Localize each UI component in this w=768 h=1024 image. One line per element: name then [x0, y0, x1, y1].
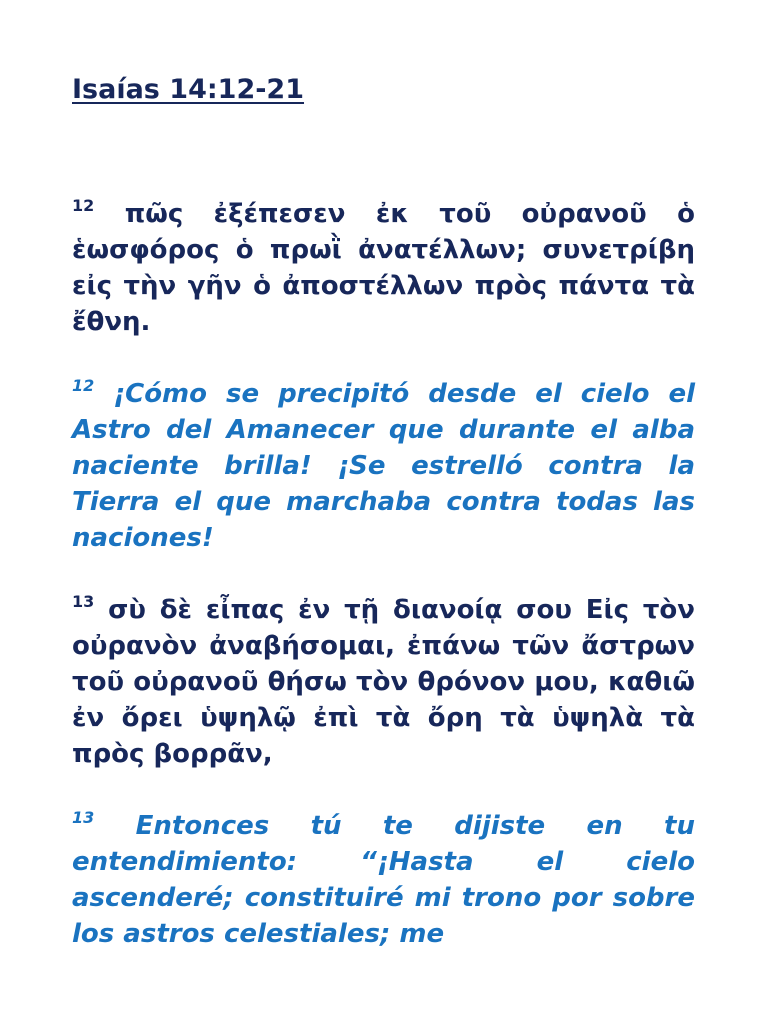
- verse-12-spanish: [72, 376, 695, 556]
- document-page: [72, 72, 695, 988]
- verse-13-greek: [72, 592, 695, 772]
- verse-number: 12: [72, 376, 95, 395]
- verse-text: πῶς ἐξέπεσεν ἐκ τοῦ οὐρανοῦ ὁ ἑωσφόρος ὁ πρωῒ ἀνατέλλων; συνετρίβη εἰς τὴν γῆν ὁ ἀποστέλλων πρὸς πάντα τὰ ἔθνη.: [72, 199, 695, 337]
- verse-text: σὺ δὲ εἶπας ἐν τῇ διανοίᾳ σου Εἰς τὸν οὐρανὸν ἀναβήσομαι, ἐπάνω τῶν ἄστρων τοῦ οὐρανοῦ θήσω τὸν θρόνον μου, καθιῶ ἐν ὄρει ὑψηλῷ ἐπὶ τὰ ὄρη τὰ ὑψηλὰ τὰ πρὸς βορρᾶν,: [72, 595, 695, 769]
- verse-text: ¡Cómo se precipitó desde el cielo el Astro del Amanecer que durante el alba naciente brilla! ¡Se estrelló contra la Tierra el que marchaba contra todas las naciones!: [72, 379, 695, 553]
- verse-13-spanish: [72, 808, 695, 952]
- verse-number: 12: [72, 196, 95, 215]
- verse-number: 13: [72, 808, 95, 827]
- verse-text: Entonces tú te dijiste en tu entendimiento: “¡Hasta el cielo ascenderé; constituiré mi trono por sobre los astros celestiales; me: [72, 811, 695, 949]
- page-title: Isaías 14:12-21: [72, 74, 305, 105]
- verse-12-greek: [72, 196, 695, 340]
- verse-number: 13: [72, 592, 95, 611]
